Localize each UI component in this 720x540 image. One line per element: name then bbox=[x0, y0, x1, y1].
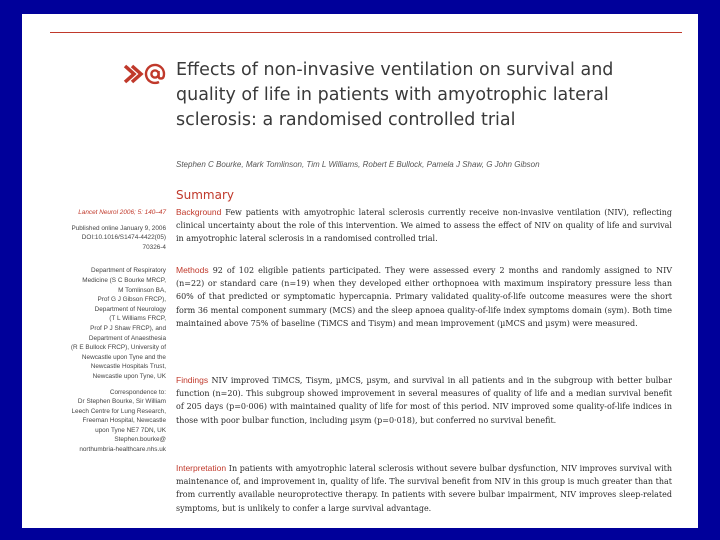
summary-heading: Summary bbox=[176, 188, 234, 202]
affiliation-line: (R E Bullock FRCP), University of bbox=[70, 344, 166, 352]
affiliation-line: Prof G J Gibson FRCP), bbox=[97, 296, 166, 304]
findings-section bbox=[176, 374, 672, 427]
published-line: DOI:10.1016/S1474-4422(05) bbox=[81, 234, 166, 242]
article-page bbox=[22, 14, 698, 528]
correspondence-line: upon Tyne NE7 7DN, UK bbox=[95, 426, 166, 434]
affiliation-line: (T L Williams FRCP, bbox=[109, 315, 166, 323]
affiliation-line: Newcastle upon Tyne and the bbox=[81, 353, 166, 361]
affiliation-line: Newcastle upon Tyne, UK bbox=[92, 372, 166, 380]
published-line: 70326-4 bbox=[142, 243, 166, 251]
background-text: Few patients with amyotrophic lateral sclerosis currently receive non-invasive ventilation (NIV), reflecting clinical uncertainty about the role of this intervention. We aimed to assess the effect of NIV on quality of life and survival in amyotrophic lateral sclerosis in a randomised controlled trial. bbox=[176, 208, 673, 244]
affiliation-line: M Tomlinson BA, bbox=[118, 286, 166, 294]
article-title: Effects of non-invasive ventilation on survival and quality of life in patients with amyotrophic lateral sclerosis: a randomised controlled trial bbox=[176, 60, 614, 130]
correspondence-line: Freeman Hospital, Newcastle bbox=[82, 417, 166, 425]
article-sidebar bbox=[36, 208, 166, 455]
citation: Lancet Neurol 2006; 5: 140–47 bbox=[78, 209, 166, 216]
lancet-logo-icon bbox=[122, 62, 166, 86]
affiliation-line: Prof P J Shaw FRCP), and bbox=[90, 324, 166, 332]
interpretation-section bbox=[176, 462, 672, 515]
top-rule bbox=[50, 32, 682, 33]
at-icon bbox=[146, 65, 164, 83]
affiliation-line: Newcastle Hospitals Trust, bbox=[90, 363, 166, 371]
findings-text: NIV improved TiMCS, Tisym, µMCS, µsym, and survival in all patients and in the subgroup with better bulbar function (n=20). This subgroup showed improvement in several measures of quality of life and a median survival benefit of 205 days (p=0·006) with maintained quality of life for most of this period. NIV improved some quality-of-life indices in those with poor bulbar function, including µsym (p=0·018), but conferred no survival benefit. bbox=[176, 376, 673, 425]
correspondence-email[interactable]: Stephen.bourke@ bbox=[114, 436, 166, 444]
author-list: Stephen C Bourke, Mark Tomlinson, Tim L Williams, Robert E Bullock, Pamela J Shaw, G John Gibson bbox=[176, 160, 540, 169]
correspondence-line: Correspondence to: bbox=[109, 388, 166, 396]
affiliation-line: Department of Respiratory bbox=[91, 267, 166, 275]
methods-label: Methods bbox=[176, 265, 209, 275]
correspondence-email[interactable]: northumbria-healthcare.nhs.uk bbox=[79, 446, 166, 454]
affiliation-line: Department of Anaesthesia bbox=[88, 334, 166, 342]
published-line: Published online January 9, 2006 bbox=[71, 224, 166, 232]
methods-text: 92 of 102 eligible patients participated. They were assessed every 2 months and randomly assigned to NIV (n=22) or standard care (n=19) when they developed either orthopnoea with maximum inspiratory pressure less than 60% of that predicted or symptomatic hypercapnia. Primary validated quality-of-life outcome measures were the short form 36 mental component summary (MCS) and the sleep apnoea quality-of-life index symptoms domain (sym). Both time maintained above 75% of baseline (TiMCS and Tisym) and mean improvement (µMCS and µsym) were measured. bbox=[176, 266, 673, 328]
correspondence-line: Dr Stephen Bourke, Sir William bbox=[77, 398, 166, 406]
affiliation-line: Medicine (S C Bourke MRCP, bbox=[82, 276, 166, 284]
arrow-icon bbox=[125, 66, 141, 82]
affiliation-line: Department of Neurology bbox=[94, 305, 166, 313]
correspondence-line: Leech Centre for Lung Research, bbox=[71, 407, 166, 415]
interpretation-label: Interpretation bbox=[176, 463, 227, 473]
methods-section bbox=[176, 264, 672, 330]
interpretation-text: In patients with amyotrophic lateral sclerosis without severe bulbar dysfunction, NIV improves survival with maintenance of, and improvement in, quality of life. The survival benefit from NIV in this group is much greater than that from currently available neuroprotective therapy. In patients with severe bulbar impairment, NIV improves sleep-related symptoms, but is unlikely to confer a large survival advantage. bbox=[176, 464, 673, 513]
background-label: Background bbox=[176, 207, 222, 217]
background-section bbox=[176, 206, 672, 246]
findings-label: Findings bbox=[176, 375, 209, 385]
